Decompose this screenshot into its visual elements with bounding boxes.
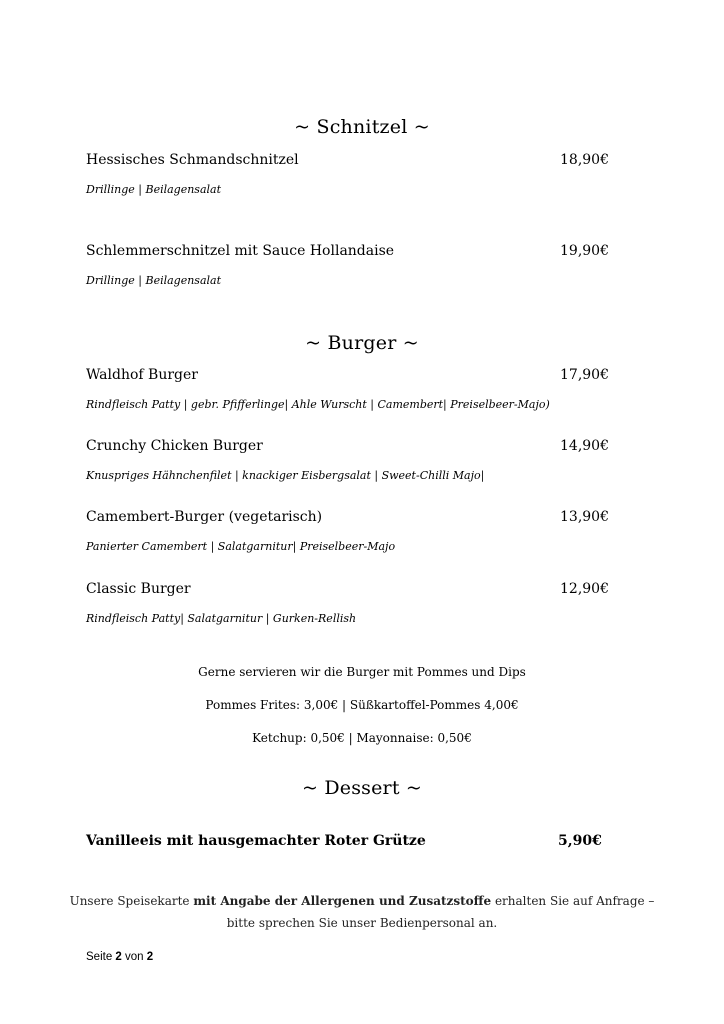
menu-item-name: Vanilleeis mit hausgemachter Roter Grütze [86, 833, 426, 849]
section-title-dessert: ~ Dessert ~ [301, 777, 423, 799]
menu-item-price: 17,90€ [560, 367, 609, 383]
burger-info-line: Gerne servieren wir die Burger mit Pommes und Dips [198, 665, 526, 679]
page-number [86, 951, 153, 963]
section-title-burger: ~ Burger ~ [305, 332, 419, 354]
menu-item-description: Rindfleisch Patty | gebr. Pfifferlinge| Ahle Wurscht | Camembert| Preiselbeer-Majo) [86, 398, 550, 411]
page-total: 2 [146, 951, 154, 963]
allergen-note-bold: mit Angabe der Allergenen und Zusatzstoffe [193, 894, 492, 908]
menu-item-price: 13,90€ [560, 509, 609, 525]
menu-item-description: Drillinge | Beilagensalat [86, 183, 222, 196]
menu-item-name: Camembert-Burger (vegetarisch) [86, 509, 323, 525]
allergen-note-post: erhalten Sie auf Anfrage – [494, 894, 655, 908]
menu-item-name: Crunchy Chicken Burger [86, 438, 263, 454]
burger-info-line: Pommes Frites: 3,00€ | Süßkartoffel-Pommes 4,00€ [205, 698, 519, 712]
allergen-note [60, 890, 664, 934]
menu-item-name: Waldhof Burger [86, 367, 198, 383]
menu-item-description: Rindfleisch Patty| Salatgarnitur | Gurken-Rellish [86, 612, 357, 625]
menu-item-name: Classic Burger [86, 581, 191, 597]
menu-item-name: Schlemmerschnitzel mit Sauce Hollandaise [86, 243, 395, 259]
menu-item-price: 5,90€ [558, 833, 602, 849]
menu-item-price: 14,90€ [560, 438, 609, 454]
section-title-schnitzel: ~ Schnitzel ~ [294, 116, 430, 138]
menu-item-price: 18,90€ [560, 152, 609, 168]
page-label: Seite [86, 951, 113, 963]
menu-item-price: 12,90€ [560, 581, 609, 597]
menu-item-description: Panierter Camembert | Salatgarnitur| Preiselbeer-Majo [86, 540, 396, 553]
burger-info-line: Ketchup: 0,50€ | Mayonnaise: 0,50€ [252, 731, 472, 745]
menu-item-price: 19,90€ [560, 243, 609, 259]
menu-item-description: Drillinge | Beilagensalat [86, 274, 222, 287]
allergen-note-pre: Unsere Speisekarte [69, 894, 190, 908]
menu-item-description: Knuspriges Hähnchenfilet | knackiger Eisbergsalat | Sweet-Chilli Majo| [86, 469, 485, 482]
page-current: 2 [115, 951, 122, 963]
menu-item-name: Hessisches Schmandschnitzel [86, 152, 299, 168]
allergen-note-line2: bitte sprechen Sie unser Bedienpersonal an. [226, 916, 498, 930]
page-of: von [125, 951, 144, 963]
